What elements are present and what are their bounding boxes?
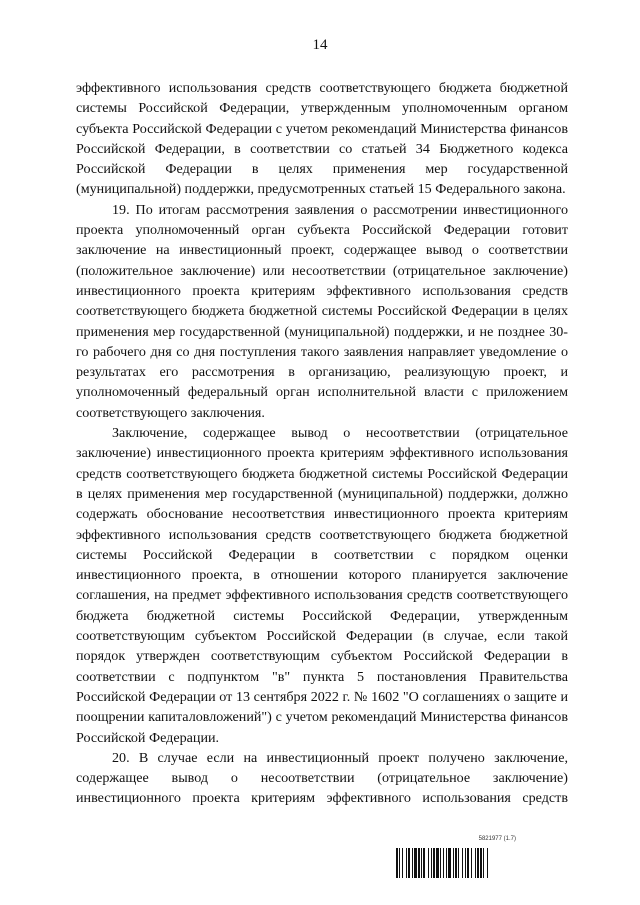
barcode-bar	[446, 848, 447, 878]
barcode-bar	[396, 848, 398, 878]
barcode-bar	[455, 848, 457, 878]
barcode-block	[396, 836, 566, 880]
barcode-bar	[483, 848, 484, 878]
barcode-bar	[458, 848, 459, 878]
barcode-bar	[475, 848, 476, 878]
barcode-image	[396, 848, 566, 878]
barcode-bar	[406, 848, 407, 878]
barcode-bar	[467, 848, 469, 878]
barcode-bar	[477, 848, 479, 878]
barcode-bar	[433, 848, 435, 878]
barcode-bar	[421, 848, 422, 878]
document-body	[76, 78, 568, 809]
barcode-bar	[487, 848, 488, 878]
barcode-bar	[436, 848, 439, 878]
barcode-bar	[453, 848, 454, 878]
barcode-bar	[399, 848, 400, 878]
barcode-bar	[414, 848, 417, 878]
barcode-code: 5821977 (1.7)	[478, 836, 516, 842]
barcode-bar	[480, 848, 482, 878]
barcode-bar	[440, 848, 441, 878]
barcode-bar	[471, 848, 472, 878]
barcode-bar	[448, 848, 451, 878]
barcode-bar	[408, 848, 410, 878]
paragraph-item-20: 20. В случае если на инвестиционный проект получено заключение, содержащее вывод о несоответствии (отрицательное заключение) инвестиционного проекта критериям эффективного использования средств	[76, 749, 568, 807]
paragraph-item-19: 19. По итогам рассмотрения заявления о рассмотрении инвестиционного проекта уполномоченный орган субъекта Российской Федерации готовит заключение на инвестиционный проект, содержащее вывод о соответствии (положительное заключение) или несоответствии (отрицательное заключение) инвестиционного проекта критериям эффективного использования средств соответствующего бюджета бюджетной системы Российской Федерации в целях применения мер государственной (муниципальной) поддержки, и не позднее 30-го рабочего дня со дня поступления такого заявления направляет уведомление о результатах его рассмотрения в организацию, реализующую проект, и уполномоченный федеральный орган исполнительной власти с приложением соответствующего заключения.	[76, 201, 568, 421]
barcode-bar	[423, 848, 425, 878]
barcode-bar	[402, 848, 403, 878]
barcode-bar	[412, 848, 413, 878]
barcode-bar	[428, 848, 429, 878]
barcode-bar	[431, 848, 432, 878]
page-number: 14	[312, 37, 328, 53]
barcode-bar	[465, 848, 466, 878]
barcode-bar	[418, 848, 420, 878]
barcode-bar	[443, 848, 444, 878]
paragraph-conclusion: Заключение, содержащее вывод о несоответствии (отрицательное заключение) инвестиционного проекта критериям эффективного использования средств соответствующего бюджета бюджетной системы Российской Федерации в целях применения мер государственной (муниципальной) поддержки, должно содержать обоснование несоответствия инвестиционного проекта критериям эффективного использования средств соответствующего бюджета бюджетной системы Российской Федерации в соответствии с порядком оценки инвестиционного проекта, в отношении которого планируется заключение соглашения, на предмет эффективного использования средств соответствующего бюджета бюджетной системы Российской Федерации, утвержденным соответствующим субъектом Российской Федерации (в случае, если такой порядок утвержден соответствующим субъектом Российской Федерации в соответствии с подпунктом "в" пункта 5 постановления Правительства Российской Федерации от 13 сентября 2022 г. № 1602 "О соглашениях о защите и поощрении капиталовложений") с учетом рекомендаций Министерства финансов Российской Федерации.	[76, 425, 568, 746]
barcode-bar	[462, 848, 463, 878]
paragraph-continuation: эффективного использования средств соответствующего бюджета бюджетной системы Российской Федерации, утвержденным уполномоченным органом субъекта Российской Федерации с учетом рекомендаций Министерства финансов Российской Федерации, в соответствии со статьей 34 Бюджетного кодекса Российской Федерации в целях применения мер государственной (муниципальной) поддержки, предусмотренных статьей 15 Федерального закона.	[76, 80, 568, 198]
